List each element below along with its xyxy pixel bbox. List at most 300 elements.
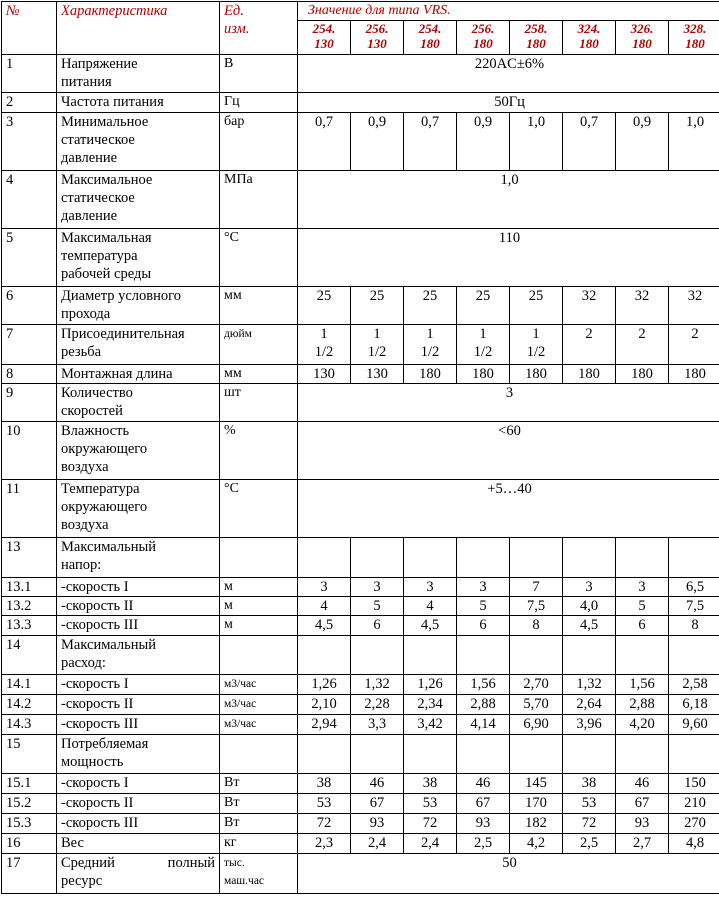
value-cell: 2,94 [298, 715, 351, 735]
table-row [2, 854, 719, 894]
value-cell: 93 [351, 814, 404, 834]
characteristic-line: температура [61, 248, 138, 264]
value-cell [616, 636, 669, 675]
value-cell: 46 [616, 774, 669, 794]
table-row [2, 365, 719, 384]
row-number: 11 [2, 480, 57, 538]
value-cell [457, 735, 510, 774]
model-code-part2: 180 [579, 36, 599, 51]
characteristic-cell [57, 616, 220, 636]
value-cell [510, 636, 563, 675]
table-row [2, 578, 719, 597]
model-code-part2: 180 [420, 36, 440, 51]
characteristic-cell [57, 597, 220, 616]
characteristic-cell [57, 113, 220, 171]
characteristic-cell [57, 774, 220, 794]
table-row [2, 695, 719, 715]
value-cell: 3 [616, 578, 669, 597]
value-cell: 0,9 [457, 113, 510, 171]
value-cell: 6,90 [510, 715, 563, 735]
value-cell: 6 [457, 616, 510, 636]
table-row [2, 325, 719, 365]
merged-value-cell: 50 [298, 854, 719, 894]
value-cell: 6,5 [669, 578, 719, 597]
value-cell [563, 636, 616, 675]
table-row [2, 636, 719, 675]
row-number: 4 [2, 171, 57, 229]
row-number: 14.3 [2, 715, 57, 735]
merged-value-cell: 3 [298, 384, 719, 422]
unit-cell: Вт [220, 794, 298, 814]
unit-cell: кг [220, 834, 298, 854]
characteristic-cell [57, 695, 220, 715]
value-cell [510, 735, 563, 774]
characteristic-line: -скорость I [61, 676, 129, 692]
merged-value-cell: 220AC±6% [298, 55, 719, 93]
value-cell [351, 538, 404, 578]
value-cell: 32 [669, 287, 719, 325]
row-number: 5 [2, 229, 57, 287]
characteristic-cell [57, 578, 220, 597]
value-cell: 1 1/2 [351, 325, 404, 365]
row-number: 15.1 [2, 774, 57, 794]
merged-value-cell: <60 [298, 422, 719, 480]
characteristic-line: мощность [61, 754, 124, 770]
row-number: 16 [2, 834, 57, 854]
header-unit-line2: изм. [224, 21, 250, 37]
header-num: № [2, 2, 57, 55]
value-cell: 3 [404, 578, 457, 597]
value-cell: 0,9 [616, 113, 669, 171]
characteristic-line: резьба [61, 344, 102, 360]
value-cell [669, 538, 719, 578]
table-row [2, 814, 719, 834]
value-cell: 8 [510, 616, 563, 636]
value-cell: 2 [669, 325, 719, 365]
value-cell: 38 [298, 774, 351, 794]
value-cell: 2,34 [404, 695, 457, 715]
model-code-part2: 180 [526, 36, 546, 51]
merged-value-cell: 110 [298, 229, 719, 287]
value-cell: 5 [351, 597, 404, 616]
characteristic-line: ресурс [61, 873, 103, 889]
table-row [2, 794, 719, 814]
table-row [2, 538, 719, 578]
table-row [2, 675, 719, 695]
characteristic-line: Напряжение [61, 56, 138, 72]
model-code-part2: 180 [632, 36, 652, 51]
characteristic-line: Температура [61, 481, 140, 497]
unit-cell: м [220, 578, 298, 597]
value-cell: 7,5 [669, 597, 719, 616]
value-cell: 32 [616, 287, 669, 325]
characteristic-line: -скорость II [61, 598, 134, 614]
characteristic-line: давление [61, 150, 118, 166]
characteristic-line: Присоединительная [61, 326, 185, 342]
table-row [2, 735, 719, 774]
row-number: 14 [2, 636, 57, 675]
row-number: 14.1 [2, 675, 57, 695]
characteristic-line: Потребляемая [61, 736, 149, 752]
characteristic-line: статическое [61, 190, 135, 206]
value-cell: 3 [351, 578, 404, 597]
header-unit [220, 2, 298, 55]
table-row [2, 774, 719, 794]
table-row [2, 93, 719, 113]
value-cell: 180 [457, 365, 510, 384]
value-cell: 270 [669, 814, 719, 834]
value-cell: 5 [616, 597, 669, 616]
characteristic-line: Максимальное [61, 172, 153, 188]
value-cell: 1 1/2 [404, 325, 457, 365]
row-number: 15.2 [2, 794, 57, 814]
value-cell: 46 [457, 774, 510, 794]
value-cell: 2,70 [510, 675, 563, 695]
unit-cell [220, 538, 298, 578]
value-cell: 4,8 [669, 834, 719, 854]
value-cell: 67 [457, 794, 510, 814]
value-cell: 25 [510, 287, 563, 325]
value-cell: 4 [404, 597, 457, 616]
row-number: 15.3 [2, 814, 57, 834]
model-header [510, 21, 563, 55]
table-row [2, 715, 719, 735]
table-row [2, 834, 719, 854]
header-row [2, 2, 719, 21]
row-number: 2 [2, 93, 57, 113]
value-cell: 5,70 [510, 695, 563, 715]
model-code-part2: 180 [473, 36, 493, 51]
model-code-part2: 130 [314, 36, 334, 51]
characteristic-line: Максимальная [61, 230, 152, 246]
characteristic-cell [57, 636, 220, 675]
value-cell: 4,5 [404, 616, 457, 636]
characteristic-line: Монтажная длина [61, 366, 173, 382]
row-number: 3 [2, 113, 57, 171]
model-header [563, 21, 616, 55]
unit-cell [220, 735, 298, 774]
value-cell: 32 [563, 287, 616, 325]
unit-cell: м3/час [220, 715, 298, 735]
value-cell: 2 [616, 325, 669, 365]
model-code-part2: 180 [685, 36, 705, 51]
characteristic-line: питания [61, 74, 112, 90]
unit-cell: Вт [220, 814, 298, 834]
row-number: 13.2 [2, 597, 57, 616]
value-cell: 1,0 [510, 113, 563, 171]
characteristic-cell [57, 735, 220, 774]
value-cell: 2,3 [298, 834, 351, 854]
value-cell: 72 [298, 814, 351, 834]
characteristic-cell [57, 55, 220, 93]
value-cell [563, 735, 616, 774]
row-number: 6 [2, 287, 57, 325]
table-row [2, 55, 719, 93]
characteristic-cell [57, 325, 220, 365]
value-cell: 180 [616, 365, 669, 384]
value-cell: 1,32 [351, 675, 404, 695]
unit-cell: дюйм [220, 325, 298, 365]
table-row [2, 422, 719, 480]
value-cell [404, 636, 457, 675]
value-cell: 180 [669, 365, 719, 384]
model-header [351, 21, 404, 55]
characteristic-cell [57, 854, 220, 894]
characteristic-line: Минимальное [61, 114, 149, 130]
value-cell [669, 636, 719, 675]
row-number: 10 [2, 422, 57, 480]
characteristic-line: Частота питания [61, 94, 164, 110]
value-cell: 3 [457, 578, 510, 597]
characteristic-line: прохода [61, 306, 111, 322]
value-cell: 25 [351, 287, 404, 325]
value-cell [457, 538, 510, 578]
characteristic-line: -скорость III [61, 716, 139, 732]
unit-cell: МПа [220, 171, 298, 229]
unit-cell: мм [220, 365, 298, 384]
value-cell: 67 [351, 794, 404, 814]
value-cell: 2 [563, 325, 616, 365]
model-code-part1: 258. [524, 21, 548, 36]
table-row [2, 384, 719, 422]
characteristic-line: воздуха [61, 517, 109, 533]
value-cell: 93 [457, 814, 510, 834]
value-cell: 53 [563, 794, 616, 814]
value-cell: 170 [510, 794, 563, 814]
model-code-part1: 254. [418, 21, 442, 36]
row-number: 15 [2, 735, 57, 774]
table-row [2, 480, 719, 538]
value-cell: 7 [510, 578, 563, 597]
value-cell: 210 [669, 794, 719, 814]
value-cell: 8 [669, 616, 719, 636]
model-header [669, 21, 719, 55]
value-cell: 150 [669, 774, 719, 794]
row-number: 13.3 [2, 616, 57, 636]
characteristic-line: Влажность [61, 423, 130, 439]
characteristic-cell [57, 794, 220, 814]
unit-cell: °C [220, 229, 298, 287]
value-cell: 0,7 [404, 113, 457, 171]
value-cell: 2,4 [404, 834, 457, 854]
table-row [2, 229, 719, 287]
value-cell: 1,56 [457, 675, 510, 695]
row-number: 9 [2, 384, 57, 422]
characteristic-cell [57, 814, 220, 834]
characteristic-line: статическое [61, 132, 135, 148]
value-cell [404, 735, 457, 774]
unit-cell: Вт [220, 774, 298, 794]
value-cell: 2,28 [351, 695, 404, 715]
characteristic-line: -скорость I [61, 775, 129, 791]
value-cell: 4 [298, 597, 351, 616]
value-cell: 2,64 [563, 695, 616, 715]
characteristic-line: -скорость II [61, 696, 134, 712]
value-cell: 72 [563, 814, 616, 834]
characteristic-cell [57, 538, 220, 578]
value-cell: 6 [351, 616, 404, 636]
row-number: 7 [2, 325, 57, 365]
value-cell: 53 [404, 794, 457, 814]
characteristic-line: -скорость III [61, 815, 139, 831]
value-cell [351, 636, 404, 675]
value-cell: 0,9 [351, 113, 404, 171]
unit-cell: м [220, 597, 298, 616]
table-row [2, 171, 719, 229]
value-cell: 38 [404, 774, 457, 794]
value-cell: 3 [563, 578, 616, 597]
value-cell: 25 [298, 287, 351, 325]
value-cell: 3,96 [563, 715, 616, 735]
model-code-part1: 326. [630, 21, 654, 36]
row-number: 13 [2, 538, 57, 578]
value-cell: 93 [616, 814, 669, 834]
value-cell: 25 [404, 287, 457, 325]
value-cell: 9,60 [669, 715, 719, 735]
unit-cell: шт [220, 384, 298, 422]
value-cell: 0,7 [563, 113, 616, 171]
value-cell [669, 735, 719, 774]
characteristic-cell [57, 365, 220, 384]
merged-value-cell: +5…40 [298, 480, 719, 538]
value-cell [298, 735, 351, 774]
value-cell [510, 538, 563, 578]
characteristic-line: давление [61, 208, 118, 224]
characteristic-line: Максимальный [61, 637, 156, 653]
merged-value-cell: 1,0 [298, 171, 719, 229]
value-cell: 0,7 [298, 113, 351, 171]
header-unit-line1: Ед. [224, 3, 244, 19]
characteristic-cell [57, 287, 220, 325]
model-header [457, 21, 510, 55]
value-cell: 4,5 [563, 616, 616, 636]
characteristic-cell [57, 715, 220, 735]
value-cell [298, 636, 351, 675]
value-cell: 1,0 [669, 113, 719, 171]
value-cell: 1,26 [298, 675, 351, 695]
unit-cell [220, 636, 298, 675]
characteristic-line: расход: [61, 655, 106, 671]
value-cell [404, 538, 457, 578]
value-cell: 1,26 [404, 675, 457, 695]
table-row [2, 616, 719, 636]
characteristic-line: скоростей [61, 403, 123, 419]
value-cell: 72 [404, 814, 457, 834]
value-cell: 1 1/2 [457, 325, 510, 365]
value-cell: 3 [298, 578, 351, 597]
value-cell: 180 [563, 365, 616, 384]
row-number: 8 [2, 365, 57, 384]
characteristic-cell [57, 229, 220, 287]
value-cell: 6,18 [669, 695, 719, 715]
characteristic-line: -скорость III [61, 617, 139, 633]
characteristic-cell [57, 171, 220, 229]
value-cell: 2,88 [457, 695, 510, 715]
unit-cell: % [220, 422, 298, 480]
value-cell: 180 [404, 365, 457, 384]
row-number: 13.1 [2, 578, 57, 597]
value-cell: 1 1/2 [298, 325, 351, 365]
value-cell: 130 [351, 365, 404, 384]
value-cell: 182 [510, 814, 563, 834]
table-row [2, 287, 719, 325]
characteristic-line: окружающего [61, 441, 148, 457]
characteristic-cell [57, 480, 220, 538]
value-cell [457, 636, 510, 675]
model-code-part1: 328. [683, 21, 707, 36]
value-cell: 4,0 [563, 597, 616, 616]
characteristic-line: Средний полный [61, 855, 215, 871]
model-header [616, 21, 669, 55]
value-cell [616, 538, 669, 578]
characteristic-line: Количество [61, 385, 133, 401]
value-cell: 25 [457, 287, 510, 325]
value-cell: 5 [457, 597, 510, 616]
value-cell: 53 [298, 794, 351, 814]
characteristic-cell [57, 834, 220, 854]
value-cell: 2,5 [563, 834, 616, 854]
characteristic-line: Диаметр условного [61, 288, 181, 304]
value-cell [351, 735, 404, 774]
table-row [2, 597, 719, 616]
characteristic-line: -скорость II [61, 795, 134, 811]
spec-table [1, 1, 719, 894]
value-cell: 38 [563, 774, 616, 794]
unit-cell: м [220, 616, 298, 636]
unit-cell: бар [220, 113, 298, 171]
value-cell: 6 [616, 616, 669, 636]
unit-cell: В [220, 55, 298, 93]
value-cell: 4,2 [510, 834, 563, 854]
characteristic-line: окружающего [61, 499, 148, 515]
characteristic-cell [57, 422, 220, 480]
value-cell: 1 1/2 [510, 325, 563, 365]
merged-value-cell: 50Гц [298, 93, 719, 113]
model-code-part1: 256. [471, 21, 495, 36]
unit-cell: °C [220, 480, 298, 538]
value-cell: 4,5 [298, 616, 351, 636]
model-header [404, 21, 457, 55]
value-cell: 2,88 [616, 695, 669, 715]
value-cell: 2,5 [457, 834, 510, 854]
row-number: 1 [2, 55, 57, 93]
value-cell: 2,4 [351, 834, 404, 854]
value-cell: 2,10 [298, 695, 351, 715]
header-characteristic: Характеристика [57, 2, 220, 55]
unit-cell: м3/час [220, 695, 298, 715]
characteristic-line: Максимальный [61, 539, 156, 555]
characteristic-cell [57, 384, 220, 422]
characteristic-line: воздуха [61, 459, 109, 475]
value-cell [616, 735, 669, 774]
value-cell [298, 538, 351, 578]
value-cell: 1,56 [616, 675, 669, 695]
model-header [298, 21, 351, 55]
value-cell: 3,3 [351, 715, 404, 735]
model-code-part1: 256. [365, 21, 389, 36]
value-cell: 7,5 [510, 597, 563, 616]
value-cell: 4,14 [457, 715, 510, 735]
row-number: 17 [2, 854, 57, 894]
unit-cell: Гц [220, 93, 298, 113]
unit-cell: тыс. маш.час [220, 854, 298, 894]
characteristic-line: Вес [61, 835, 84, 851]
value-cell: 180 [510, 365, 563, 384]
value-cell [563, 538, 616, 578]
table-row [2, 113, 719, 171]
characteristic-cell [57, 675, 220, 695]
row-number: 14.2 [2, 695, 57, 715]
